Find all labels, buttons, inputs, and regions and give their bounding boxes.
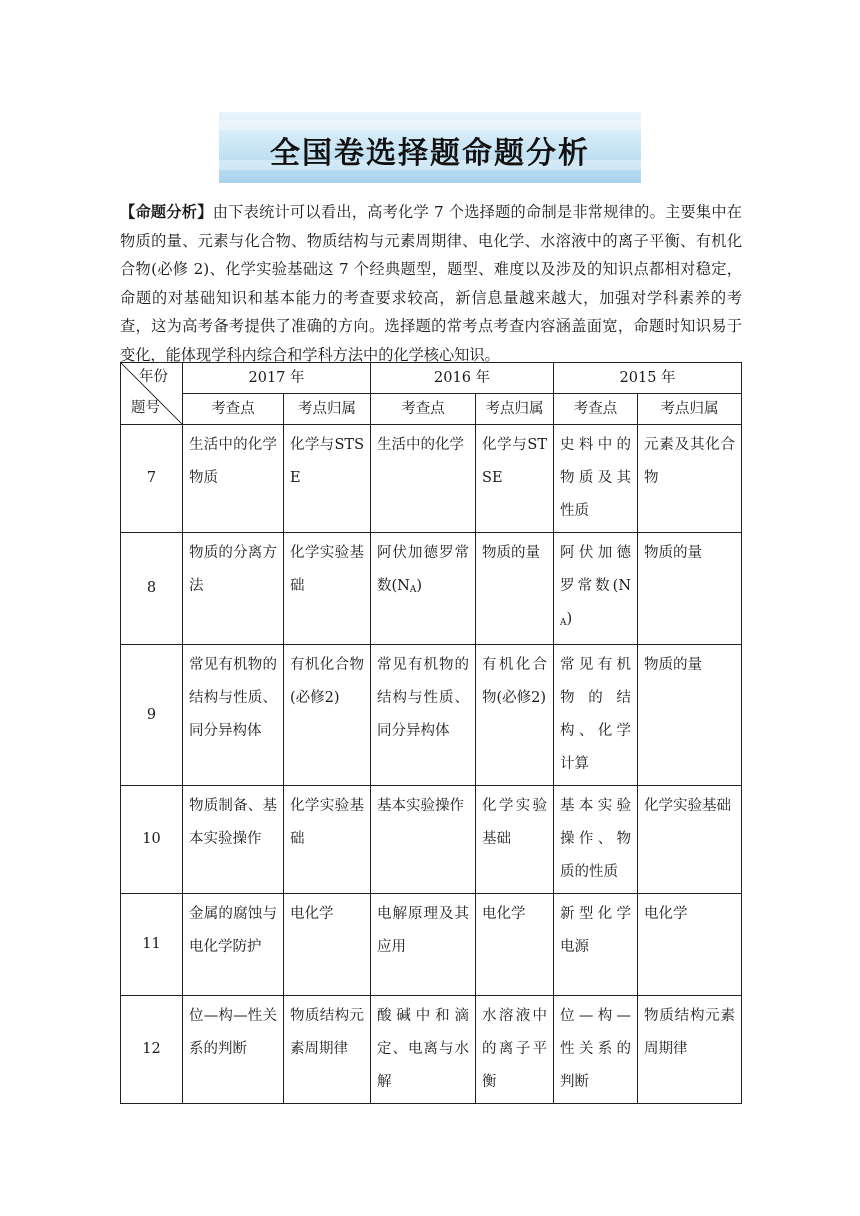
table-row — [121, 425, 742, 533]
intro-lead: 【命题分析】 — [120, 203, 213, 221]
exam-category: 化学与STSE — [476, 425, 554, 533]
question-number: 8 — [121, 533, 183, 645]
exam-category: 物质的量 — [638, 533, 742, 645]
exam-category: 电化学 — [476, 894, 554, 996]
table-row — [121, 645, 742, 786]
exam-category: 电化学 — [284, 894, 371, 996]
exam-point: 常见有机物的结构、化学计算 — [554, 645, 638, 786]
col-category-header: 考点归属 — [638, 394, 742, 425]
corner-cell — [121, 363, 183, 425]
col-point-header: 考查点 — [183, 394, 284, 425]
exam-point: 电解原理及其应用 — [371, 894, 476, 996]
exam-category: 化学实验基础 — [638, 786, 742, 894]
exam-point — [554, 533, 638, 645]
question-number: 11 — [121, 894, 183, 996]
col-point-header: 考查点 — [371, 394, 476, 425]
exam-point: 基本实验操作、物质的性质 — [554, 786, 638, 894]
subscript: A — [560, 618, 567, 628]
col-category-header: 考点归属 — [284, 394, 371, 425]
exam-point-text: 阿伏加德罗常数(N — [377, 545, 470, 594]
exam-point: 生活中的化学 — [371, 425, 476, 533]
table-row — [121, 996, 742, 1104]
exam-category: 电化学 — [638, 894, 742, 996]
exam-point: 位—构—性关系的判断 — [554, 996, 638, 1104]
exam-point: 金属的腐蚀与电化学防护 — [183, 894, 284, 996]
exam-point: 常见有机物的结构与性质、同分异构体 — [183, 645, 284, 786]
year-2017-header: 2017 年 — [183, 363, 371, 394]
table-row — [121, 533, 742, 645]
intro-paragraph — [120, 198, 742, 369]
year-2015-header: 2015 年 — [554, 363, 742, 394]
exam-category: 有机化合物(必修2) — [476, 645, 554, 786]
col-category-header: 考点归属 — [476, 394, 554, 425]
header-row-years — [121, 363, 742, 394]
exam-category: 水溶液中的离子平衡 — [476, 996, 554, 1104]
exam-category: 物质的量 — [476, 533, 554, 645]
exam-category: 物质的量 — [638, 645, 742, 786]
exam-category: 物质结构元素周期律 — [284, 996, 371, 1104]
exam-category: 化学实验基础 — [284, 533, 371, 645]
corner-question-label: 题号 — [131, 400, 160, 416]
exam-point: 基本实验操作 — [371, 786, 476, 894]
exam-category: 有机化合物(必修2) — [284, 645, 371, 786]
exam-point: 新型化学电源 — [554, 894, 638, 996]
exam-category: 物质结构元素周期律 — [638, 996, 742, 1104]
exam-category: 化学实验基础 — [284, 786, 371, 894]
exam-point: 酸碱中和滴定、电离与水解 — [371, 996, 476, 1104]
analysis-table — [120, 362, 742, 1104]
exam-point-end: ) — [566, 611, 573, 627]
subscript: A — [409, 585, 417, 595]
table-row — [121, 786, 742, 894]
page-title: 全国卷选择题命题分析 — [270, 136, 590, 171]
exam-point: 史料中的物质及其性质 — [554, 425, 638, 533]
exam-category: 化学与STSE — [284, 425, 371, 533]
exam-point: 生活中的化学物质 — [183, 425, 284, 533]
exam-point: 物质制备、基本实验操作 — [183, 786, 284, 894]
header-row-columns — [121, 394, 742, 425]
exam-category: 化学实验基础 — [476, 786, 554, 894]
exam-point-text: 阿伏加德罗常数(N — [560, 545, 632, 594]
question-number: 9 — [121, 645, 183, 786]
intro-text: 由下表统计可以看出，高考化学 7 个选择题的命制是非常规律的。主要集中在物质的量、元素与化合物、物质结构与元素周期律、电化学、水溶液中的离子平衡、有机化合物(必修 2)、化学实验基础这 7 个经典题型，题型、难度以及涉及的知识点都相对稳定，命题的对基础知识和基本能力的考查要求较高，新信息量越来越大，加强对学科素养的考查，这为高考备考提供了准确的方向。选择题的常考点考查内容涵盖面宽，命题时知识易于变化，能体现学科内综合和学科方法中的化学核心知识。 — [120, 203, 742, 364]
exam-point-end: ) — [416, 578, 423, 594]
question-number: 10 — [121, 786, 183, 894]
col-point-header: 考查点 — [554, 394, 638, 425]
year-2016-header: 2016 年 — [371, 363, 554, 394]
exam-point: 位—构—性关系的判断 — [183, 996, 284, 1104]
title-banner — [219, 112, 641, 183]
exam-point — [371, 533, 476, 645]
exam-category: 元素及其化合物 — [638, 425, 742, 533]
exam-point: 常见有机物的结构与性质、同分异构体 — [371, 645, 476, 786]
table-row — [121, 894, 742, 996]
question-number: 12 — [121, 996, 183, 1104]
exam-point: 物质的分离方法 — [183, 533, 284, 645]
corner-year-label: 年份 — [139, 369, 168, 385]
question-number: 7 — [121, 425, 183, 533]
